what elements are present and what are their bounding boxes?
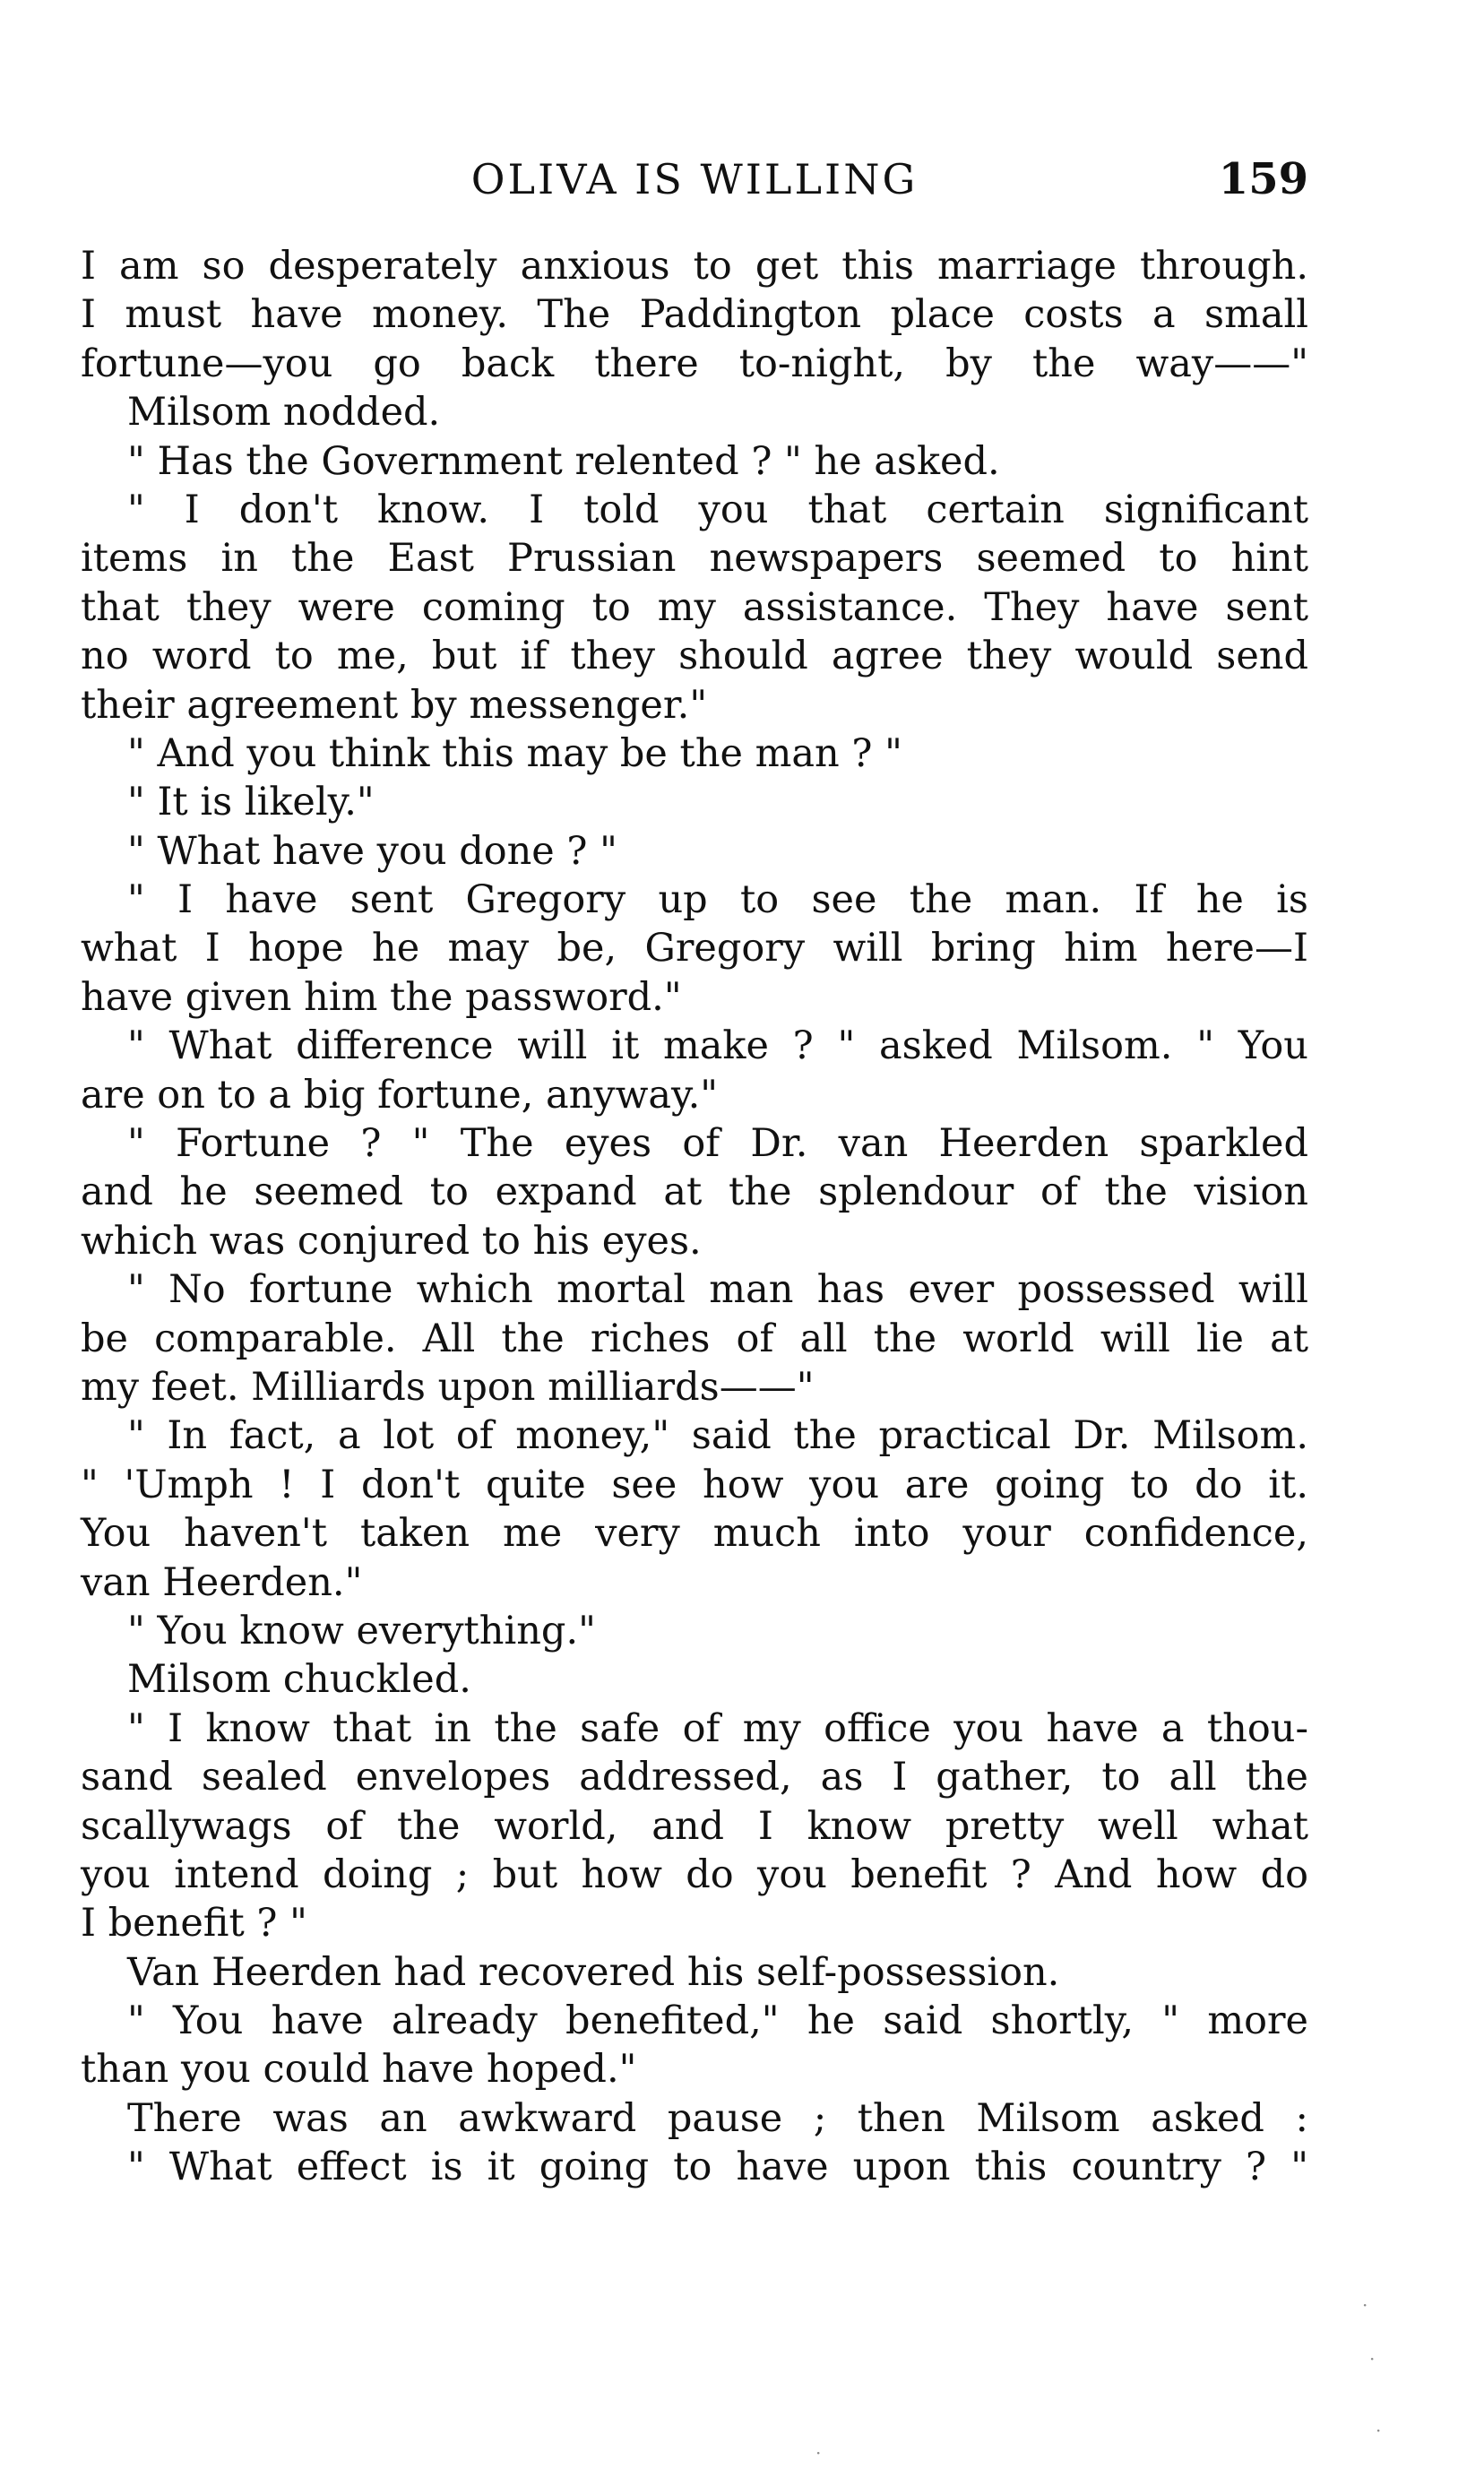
- text-line: items in the East Prussian newspapers seemed to hint: [81, 536, 1308, 582]
- text-line: " Has the Government relented ? " he asked.: [127, 438, 1000, 484]
- text-line: " No fortune which mortal man has ever possessed will: [127, 1267, 1308, 1313]
- text-line: their agreement by messenger.": [81, 682, 708, 728]
- body-text: [81, 242, 1308, 2192]
- text-line: are on to a big fortune, anyway.": [81, 1072, 719, 1118]
- scan-speck: ·: [1362, 2294, 1368, 2316]
- text-line: van Heerden.": [81, 1559, 363, 1605]
- text-line: I am so desperately anxious to get this marriage through.: [81, 244, 1308, 289]
- text-line: There was an awkward pause ; then Milsom asked :: [127, 2095, 1308, 2141]
- scan-speck: ·: [1376, 2420, 1382, 2441]
- scan-speck: ·: [815, 2442, 822, 2464]
- text-line: You haven't taken me very much into your confidence,: [81, 1511, 1308, 1557]
- text-line: I must have money. The Paddington place costs a small: [81, 292, 1308, 338]
- page-header: [81, 148, 1308, 211]
- text-line: sand sealed envelopes addressed, as I gather, to all the: [81, 1755, 1308, 1800]
- text-line: than you could have hoped.": [81, 2047, 637, 2093]
- text-line: I benefit ? ": [81, 1901, 307, 1947]
- text-line: " You know everything.": [127, 1608, 596, 1653]
- text-line: that they were coming to my assistance. They have sent: [81, 584, 1308, 630]
- text-line: be comparable. All the riches of all the world will lie at: [81, 1316, 1308, 1361]
- text-line: " Fortune ? " The eyes of Dr. van Heerden sparkled: [127, 1121, 1308, 1167]
- page-number: 159: [1218, 154, 1308, 204]
- text-line: Milsom chuckled.: [127, 1657, 471, 1703]
- text-line: what I hope he may be, Gregory will bring him here—I: [81, 926, 1308, 971]
- text-line: Milsom nodded.: [127, 390, 441, 436]
- text-line: " What effect is it going to have upon this country ? ": [127, 2145, 1308, 2190]
- text-line: scallywags of the world, and I know pretty well what: [81, 1803, 1308, 1849]
- scan-speck: ·: [1369, 2348, 1376, 2369]
- text-line: " And you think this may be the man ? ": [127, 730, 902, 776]
- text-line: Van Heerden had recovered his self-possession.: [127, 1949, 1060, 1995]
- text-line: " I know that in the safe of my office you have a thou-: [127, 1705, 1308, 1751]
- text-line: " What have you done ? ": [127, 828, 617, 874]
- text-line: " It is likely.": [127, 780, 375, 825]
- text-line: have given him the password.": [81, 974, 682, 1020]
- text-line: fortune—you go back there to-night, by the way——": [81, 341, 1308, 386]
- text-line: " In fact, a lot of money," said the practical Dr. Milsom.: [127, 1413, 1308, 1459]
- text-line: no word to me, but if they should agree they would send: [81, 634, 1308, 679]
- text-line: which was conjured to his eyes.: [81, 1218, 702, 1264]
- text-line: " 'Umph ! I don't quite see how you are going to do it.: [81, 1462, 1308, 1507]
- text-line: " You have already benefited," he said shortly, " more: [127, 1998, 1308, 2044]
- text-line: you intend doing ; but how do you benefit ? And how do: [81, 1852, 1308, 1897]
- text-line: " I don't know. I told you that certain significant: [127, 487, 1308, 532]
- text-line: " I have sent Gregory up to see the man. If he is: [127, 877, 1308, 923]
- text-line: " What difference will it make ? " asked Milsom. " You: [127, 1023, 1308, 1069]
- text-line: my feet. Milliards upon milliards——": [81, 1364, 815, 1410]
- running-title: OLIVA IS WILLING: [470, 155, 919, 203]
- text-line: and he seemed to expand at the splendour of the vision: [81, 1170, 1308, 1215]
